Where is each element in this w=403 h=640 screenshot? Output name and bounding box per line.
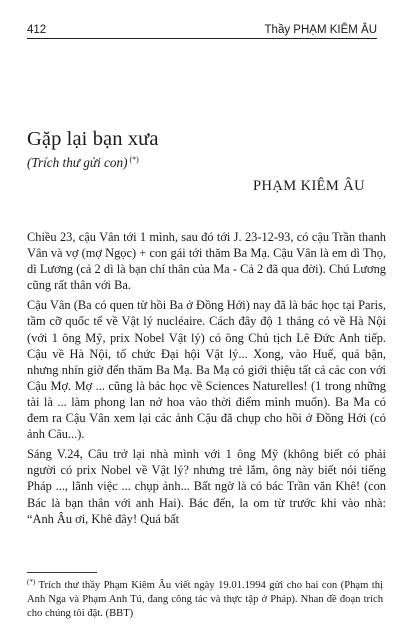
footnote-mark: (*) xyxy=(27,578,36,586)
header-rule xyxy=(27,38,377,39)
article-title: Gặp lại bạn xưa xyxy=(27,128,159,150)
subtitle-note-mark: (*) xyxy=(129,155,139,164)
footnote-text: Trích thư thầy Phạm Kiêm Âu viết ngày 19.01.1994 gửi cho hai con (Phạm thị Anh Nga và Phạm Anh Tú, đang công tác và thực tập ở Pháp). Nhan đề đoạn trích cho chúng tôi đặt. (BBT) xyxy=(27,580,383,619)
page-number: 412 xyxy=(27,24,47,36)
paragraph: Chiều 23, cậu Vân tới 1 mình, sau đó tới J. 23-12-93, có cậu Trần thanh Vân và vợ (mợ Ngọc) + con gái tới thăm Ba Mạ. Cậu Vân là em dì Thọ, dì Lương (cả 2 dì là bạn chí thân của Ma - Cả 2 đã qua đời). Chú Lương cũng rất thân với Ba. xyxy=(27,230,386,293)
footnote-rule xyxy=(27,572,97,573)
article-author: PHẠM KIÊM ÂU xyxy=(253,178,365,194)
body-text xyxy=(27,229,386,531)
paragraph: Cậu Vân (Ba có quen từ hồi Ba ở Đồng Hới) nay đã là bác học tại Paris, tầm cỡ quốc tế về Vật lý nucléaire. Cách đây độ 1 tháng có về Hà Nội (với 1 ông Mỹ, prix Nobel Vật lý) có ông Chủ tịch Lê Đức Anh tiếp. Cậu về Hà Nội, tổ chức Đại hội Vật lý... Xong, vào Huế, quá bận, nhưng nhín giờ đến thăm Ba Mạ. Ba Mạ có giới thiệu tất cả các con với Cậu Mợ. Mợ ... cũng là bác học về Sciences Naturelles! (1 trong những tài là ... làm phong lan nở hoa vào thời điểm mình muốn). Ba Ma có đem ra Cậu Vân xem lại các ảnh Cậu đã chụp cho hồi ở Đồng Hới (có ảnh Câu...). xyxy=(27,298,386,442)
subtitle-text: (Trích thư gửi con) xyxy=(27,155,128,170)
running-header xyxy=(27,20,377,36)
paragraph: Sáng V.24, Câu trở lại nhà mình với 1 ông Mỹ (không biết có phải người có prix Nobel về Vật lý? nhưng trẻ lắm, ông này biết nói tiếng Pháp ..., lãnh việc ... chụp ảnh... Bất ngờ là có bác Trần văn Khê! (con Bác là bạn thân với anh Hai). Bác đến, la om từ trước khi vào nhà: “Anh Âu ơi, Khê đây! Quá bất xyxy=(27,447,386,526)
article-subtitle xyxy=(27,155,139,171)
footnote xyxy=(27,576,383,620)
book-title: Thầy PHẠM KIÊM ÂU xyxy=(264,24,377,36)
